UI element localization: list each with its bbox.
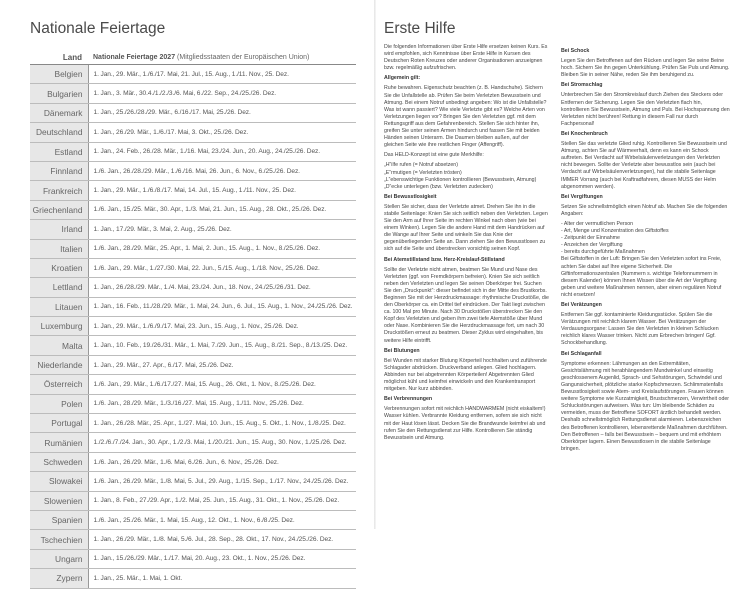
holiday-dates-cell: 1./6. Jan., 29. Mär., 1./6./17./27. Mai, 15. Aug., 26. Okt., 1. Nov., 8./25./26. Dez. xyxy=(88,375,356,394)
paragraph: Unterbrechen Sie den Stromkreislauf durch Ziehen des Steckers oder Entfernen der Sicherung. Legen Sie den Verletzten flach hin, kontrollieren Sie Bewusstsein, Atmung und Puls. Bei Hochspannung den Verletzten nicht berühren! Rettung in diesem Fall nur durch Fachpersonal! xyxy=(561,92,730,127)
table-row xyxy=(30,355,356,374)
holiday-dates-cell: 1./6. Jan., 26./29. Mär., 1./8. Mai, 5. Jul., 29. Aug., 1./15. Sep., 1./17. Nov., 24./25./26. Dez. xyxy=(88,472,356,491)
section-heading: Bei Atemstillstand bzw. Herz-Kreislauf-Stillstand xyxy=(384,256,505,263)
holiday-dates-cell: 1./2./6./7./24. Jan., 30. Apr., 1./2./3. Mai, 1./20./21. Jun., 15. Aug., 30. Nov., 1./25./26. Dez. xyxy=(88,433,356,452)
holiday-dates-cell: 1. Jan., 26./29. Mär., 1./8. Mai, 5./6. Jul., 28. Sep., 28. Okt., 17. Nov., 24./25./26. Dez. xyxy=(88,530,356,549)
table-row xyxy=(30,258,356,277)
paragraph: Bei Giftstoffen in der Luft: Bringen Sie den Verletzten sofort ins Freie, achten Sie dabei auf Ihre eigene Sicherheit. Die Giftinformationszentralen (Nummern s. wichtige Telefonnummern in diesem Kalender) können Ihnen Wissen über die Art der Vergiftung geben und weitere Maßnahmen nennen, aber einen regulären Notruf nicht ersetzen! xyxy=(561,256,722,298)
table-row xyxy=(30,200,356,219)
country-cell: Slowakei xyxy=(30,472,88,491)
header-feiertage-label: Nationale Feiertage 2027 xyxy=(93,53,176,61)
holiday-table-header xyxy=(30,50,356,65)
country-cell: Litauen xyxy=(30,297,88,316)
section-heading: Bei Stromschlag xyxy=(561,82,603,89)
country-cell: Estland xyxy=(30,142,88,161)
paragraph: Das HELD-Konzept ist eine gute Merkhilfe: xyxy=(384,152,484,159)
section-heading: Bei Verbrennungen xyxy=(384,396,433,403)
country-cell: Slowenien xyxy=(30,491,88,510)
country-cell: Tschechien xyxy=(30,530,88,549)
list-item: - bereits durchgeführte Maßnahmen xyxy=(561,249,645,256)
country-cell: Ungarn xyxy=(30,549,88,568)
section-heading: Bei Verätzungen xyxy=(561,302,602,308)
country-cell: Portugal xyxy=(30,414,88,433)
section-heading: Bei Schock xyxy=(561,48,590,54)
holiday-dates-cell: 1. Jan., 17./29. Mär., 3. Mai, 2. Aug., 25./26. Dez. xyxy=(88,220,356,239)
table-row xyxy=(30,491,356,510)
list-item: - Zeitpunkt der Einnahme xyxy=(561,235,620,242)
country-cell: Malta xyxy=(30,336,88,355)
holiday-dates-cell: 1. Jan., 29. Mär., 27. Apr., 6./17. Mai, 25./26. Dez. xyxy=(88,355,356,374)
list-item: - Anzeichen der Vergiftung xyxy=(561,242,623,249)
section-heading: Allgemein gilt: xyxy=(384,75,421,82)
holiday-dates-cell: 1./6. Jan., 15./25. Mär., 30. Apr., 1./3. Mai, 21. Jun., 15. Aug., 28. Okt., 25./26. Dez. xyxy=(88,200,356,219)
table-row xyxy=(30,336,356,355)
country-cell: Dänemark xyxy=(30,103,88,122)
table-row xyxy=(30,549,356,568)
holiday-dates-cell: 1. Jan., 25./26./28./29. Mär., 6./16./17. Mai, 25./26. Dez. xyxy=(88,103,356,122)
section-heading: Bei Blutungen xyxy=(384,347,420,354)
country-cell: Spanien xyxy=(30,510,88,529)
section-heading: Bei Vergiftungen xyxy=(561,193,603,200)
paragraph: Verbrennungen sofort mit reichlich HANDWARMEM (nicht eiskaltem!) Wasser kühlen. Verbrannte Kleidung entfernen, sofern sie sich nicht mit der Haut lösen lässt. Decken Sie die Brandwunde keimfrei ab und rufen Sie den Rettungsdienst zur Hilfe. Kontrollieren Sie ständig Bewusstsein und Atmung. xyxy=(384,406,546,441)
country-cell: Österreich xyxy=(30,375,88,394)
holiday-dates-cell: 1. Jan., 16. Feb., 11./28./29. Mär., 1. Mai, 24. Jun., 6. Jul., 15. Aug., 1. Nov., 24./25./26. Dez. xyxy=(88,297,356,316)
holiday-dates-cell: 1. Jan., 15./26./29. Mär., 1./17. Mai, 20. Aug., 23. Okt., 1. Nov., 25./26. Dez. xyxy=(88,549,356,568)
table-row xyxy=(30,472,356,491)
table-row xyxy=(30,297,356,316)
paragraph: Setzen Sie schnellstmöglich einen Notruf ab. Machen Sie die folgenden Angaben: xyxy=(561,203,728,217)
holiday-dates-cell: 1./6. Jan., 28./29. Mär., 25. Apr., 1. Mai, 2. Jun., 15. Aug., 1. Nov., 8./25./26. Dez. xyxy=(88,239,356,258)
first-aid-column-right xyxy=(561,45,731,520)
page-title-erste-hilfe: Erste Hilfe xyxy=(384,20,456,37)
header-feiertage-sub: (Mitgliedsstaaten der Europäischen Union) xyxy=(177,53,310,61)
table-row xyxy=(30,123,356,142)
list-item: „E“rmutigen (= Verletzten trösten) xyxy=(384,169,462,176)
holiday-dates-cell: 1. Jan., 24. Feb., 26./28. Mär., 1./16. Mai, 23./24. Jun., 20. Aug., 24./25./26. Dez. xyxy=(88,142,356,161)
paragraph: Die folgenden Informationen über Erste Hilfe ersetzen keinen Kurs. Es wird empfohlen, sich Kenntnisse über Erste Hilfe in Kursen des Deutschen Roten Kreuzes oder anderer Organisationen anzueignen bzw. regelmäßig aufzufrischen. xyxy=(384,44,548,72)
table-row xyxy=(30,510,356,529)
table-row xyxy=(30,414,356,433)
table-row xyxy=(30,317,356,336)
holiday-dates-cell: 1. Jan., 29. Mär., 1./6./8./17. Mai, 14. Jul., 15. Aug., 1./11. Nov., 25. Dez. xyxy=(88,181,356,200)
table-row xyxy=(30,84,356,103)
table-row xyxy=(30,65,356,84)
country-cell: Kroatien xyxy=(30,258,88,277)
paragraph: Legen Sie den Betroffenen auf den Rücken und legen Sie seine Beine hoch. Sichern Sie ihn gegen Unterkühlung. Prüfen Sie Puls und Atmung. Bleiben Sie in seiner Nähe, reden Sie ihm beruhigend zu. xyxy=(561,58,730,79)
country-cell: Luxemburg xyxy=(30,317,88,336)
paragraph: Symptome erkennen: Lähmungen an den Extremitäten, Gesichtslähmung mit herabhängendem Mundwinkel und einseitig geschlossenem Augenlid, Sprach- und Sehstörungen, Schwindel und Gangunsicherheit, plötzliche starke Kopfschmerzen. Schlimmstenfalls Bewusstlosigkeit sowie Atem- und Kreislaufstörungen. Frauen können weitere Symptome wie Kurzatmigkeit, Brustschmerzen, Verwirrtheit oder Schluckstörungen aufweisen. Was tun: Um bleibende Schäden zu vermeiden, muss der Betroffene SOFORT ärztlich behandelt werden. Deshalb schnellstmöglich Rettungsdienst alarmieren. Lebenszeichen des Betroffenen kontrollieren, lebensrettende Maßnahmen durchführen. Den Betroffenen – falls bei Bewusstsein – bequem und mit erhöhtem Oberkörper lagern. Einen Bewusstlosen in die stabile Seitenlage bringen. xyxy=(561,360,730,452)
country-cell: Deutschland xyxy=(30,123,88,142)
holiday-dates-cell: 1. Jan., 8. Feb., 27./29. Apr., 1./2. Mai, 25. Jun., 15. Aug., 31. Okt., 1. Nov., 25./26. Dez. xyxy=(88,491,356,510)
country-cell: Lettland xyxy=(30,278,88,297)
paragraph: Ruhe bewahren. Eigenschutz beachten (z. B. Handschuhe). Sichern Sie die Unfallstelle ab. Prüfen Sie beim Verletzten Bewusstsein und Atmung. Bei einem Notruf unbedingt angeben: Wo ist die Unfallstelle? Was ist wann passiert? Wie viele Verletzte gibt es? Welche Arten von Verletzungen liegen vor? Bringen Sie den Verletzten ggf. mit dem Rettungsgriff aus dem Gefahrenbereich. Stellen Sie sich hinter ihn, greifen Sie unter seinen Armen hindurch und fassen Sie mit beiden Händen seinen Unterarm. Die Daumen bleiben außen, auf der gleichen Seite wie ihre restlichen Finger (Affengriff). xyxy=(384,85,547,149)
table-row xyxy=(30,278,356,297)
paragraph: Stellen Sie sicher, dass der Verletzte atmet. Drehen Sie ihn in die stabile Seitenlage: Knien Sie sich seitlich neben den Verletzten. Legen Sie den Arm auf Ihrer Seite im rechten Winkel nach oben (wie bei einem Winken). Legen Sie die andere Hand mit dem Handrücken auf die Wange auf Ihrer Seite und winkeln Sie das Knie der gegenüberliegenden Seite an. Dann ziehen Sie den Bewusstlosen zu sich auf die Seite und überstrecken vorsichtig seinen Kopf. xyxy=(384,203,548,253)
table-row xyxy=(30,530,356,549)
holiday-dates-cell: 1. Jan., 26./28./29. Mär., 1./4. Mai, 23./24. Jun., 18. Nov., 24./25./26./31. Dez. xyxy=(88,278,356,297)
holiday-dates-cell: 1. Jan., 26./29. Mär., 1./6./17. Mai, 3. Okt., 25./26. Dez. xyxy=(88,123,356,142)
section-heading: Bei Bewusstlosigkeit xyxy=(384,193,437,200)
table-row xyxy=(30,220,356,239)
paragraph: Sollte der Verletzte nicht atmen, beatmen Sie Mund und Nase des Verletzten (ggf. von Fremdkörpern befreien). Knien Sie sich seitlich neben den Verletzten und legen Sie seinen Oberkörper frei. Suchen Sie den „Druckpunkt“: dieser befindet sich in der Mitte des Brustkorbs. Beginnen Sie mit der Herzdruckmassage: rhythmische Druckstöße, die den Oberkörper ca. ein Drittel tief eindrücken. Der Takt liegt zwischen ca. 100 Mal pro Minute. Nach 30 Druckstößen überstrecken Sie den Kopf des Verletzten und geben ihm zwei tiefe Atemstöße über Mund oder Nase. Kombinieren Sie die Herzdruckmassage fort, um nach 30 Druckstößen erneut zu beatmen. Dieser Zyklus wird eingehalten, bis weitere Hilfe eintrifft. xyxy=(384,266,549,344)
table-row xyxy=(30,452,356,471)
country-cell: Italien xyxy=(30,239,88,258)
page-title-feiertage: Nationale Feiertage xyxy=(30,20,166,37)
header-feiertage xyxy=(88,50,356,65)
section-heading: Bei Schlaganfall xyxy=(561,350,602,357)
paragraph: Bei Wunden mit starker Blutung Körperteil hochhalten und zuführende Schlagader abdrücken. Druckverband anlegen. Glied hochlagern. Abbinden nur bei abgetrennten Körperteilen! Abgetrennten Glied möglichst kühl und keimfrei einwickeln und den Krankentransport mitgeben. Nur kurz abbinden. xyxy=(384,357,547,393)
table-row xyxy=(30,142,356,161)
country-cell: Griechenland xyxy=(30,200,88,219)
country-cell: Frankreich xyxy=(30,181,88,200)
table-row xyxy=(30,394,356,413)
first-aid-column-left xyxy=(384,44,549,519)
holiday-table xyxy=(30,50,356,589)
page-right xyxy=(376,0,750,529)
holiday-dates-cell: 1./6. Jan., 26./28./29. Mär., 1./6./16. Mai, 26. Jun., 6. Nov., 6./25./26. Dez. xyxy=(88,161,356,180)
country-cell: Rumänien xyxy=(30,433,88,452)
country-cell: Schweden xyxy=(30,452,88,471)
list-item: - Art, Menge und Konzentration des Giftstoffes xyxy=(561,228,669,235)
holiday-dates-cell: 1. Jan., 10. Feb., 19./26./31. Mär., 1. Mai, 7./29. Jun., 15. Aug., 8./21. Sep., 8./13./25. Dez. xyxy=(88,336,356,355)
paragraph: Stellen Sie das verletzte Glied ruhig. Kontrollieren Sie Bewusstsein und Atmung, achten Sie auf Wärmeerhalt, denn es kann ein Schock auftreten. Bei Verdacht auf Wirbelsäulenverletzungen den Verletzten nicht bewegen. Sollte der Verletzte aber bewusstlos sein (auch bei Verdacht auf Wirbelsäulenverletzungen), hat die stabile Seitenlage IMMER Vorrang (auch bei Kraftradfahrern, diesen MUSS der Helm abgenommen werden). xyxy=(561,141,727,190)
holiday-dates-cell: 1. Jan., 29. Mär., 1./6./9./17. Mai, 23. Jun., 15. Aug., 1. Nov., 25./26. Dez. xyxy=(88,317,356,336)
holiday-dates-cell: 1. Jan., 3. Mär., 30.4./1./2./3./6. Mai, 6./22. Sep., 24./25./26. Dez. xyxy=(88,84,356,103)
holiday-dates-cell: 1./6. Jan., 28./29. Mär., 1./3./16./27. Mai, 15. Aug., 1./11. Nov., 25./26. Dez. xyxy=(88,394,356,413)
country-cell: Zypern xyxy=(30,569,88,588)
holiday-dates-cell: 1./6. Jan., 25./26. Mär., 1. Mai, 15. Aug., 12. Okt., 1. Nov., 6./8./25. Dez. xyxy=(88,510,356,529)
list-item: „H“ilfe rufen (= Notruf absetzen) xyxy=(384,162,458,169)
holiday-dates-cell: 1./6. Jan., 26./29. Mär., 1./6. Mai, 6./26. Jun., 6. Nov., 25./26. Dez. xyxy=(88,452,356,471)
table-row xyxy=(30,239,356,258)
country-cell: Irland xyxy=(30,220,88,239)
table-row xyxy=(30,433,356,452)
country-cell: Bulgarien xyxy=(30,84,88,103)
table-row xyxy=(30,103,356,122)
list-item: „L“ebenswichtige Funktionen kontrollieren (Bewusstsein, Atmung) xyxy=(384,176,537,183)
holiday-dates-cell: 1. Jan., 29. Mär., 1./6./17. Mai, 21. Jul., 15. Aug., 1./11. Nov., 25. Dez. xyxy=(88,65,356,84)
page-left xyxy=(0,0,376,584)
country-cell: Belgien xyxy=(30,65,88,84)
paragraph: Entfernen Sie ggf. kontaminierte Kleidungsstücke. Spülen Sie die Verätzungen mit reichlich klarem Wasser. Bei Verätzungen der Verdauungsorgane: Lassen Sie den Verletzten in kleinen Schlucken reichlich klares Wasser trinken. Nicht zum Erbrechen bringen! Ggf. Schockbehandlung. xyxy=(561,312,719,347)
table-row xyxy=(30,375,356,394)
country-cell: Polen xyxy=(30,394,88,413)
list-item: - Alter der vermutlichen Person xyxy=(561,220,634,227)
header-land: Land xyxy=(30,50,88,65)
table-row xyxy=(30,161,356,180)
table-row xyxy=(30,569,356,588)
country-cell: Niederlande xyxy=(30,355,88,374)
holiday-dates-cell: 1. Jan., 26./28. Mär., 25. Apr., 1./27. Mai, 10. Jun., 15. Aug., 5. Okt., 1. Nov., 1./8./25. Dez. xyxy=(88,414,356,433)
table-row xyxy=(30,181,356,200)
holiday-dates-cell: 1. Jan., 25. Mär., 1. Mai, 1. Okt. xyxy=(88,569,356,588)
list-item: „D“ecke unterlegen (bzw. Verletzten zudecken) xyxy=(384,183,493,190)
holiday-dates-cell: 1./6. Jan., 29. Mär., 1./27./30. Mai, 22. Jun., 5./15. Aug., 1./18. Nov., 25./26. Dez. xyxy=(88,258,356,277)
country-cell: Finnland xyxy=(30,161,88,180)
section-heading: Bei Knochenbruch xyxy=(561,130,608,137)
